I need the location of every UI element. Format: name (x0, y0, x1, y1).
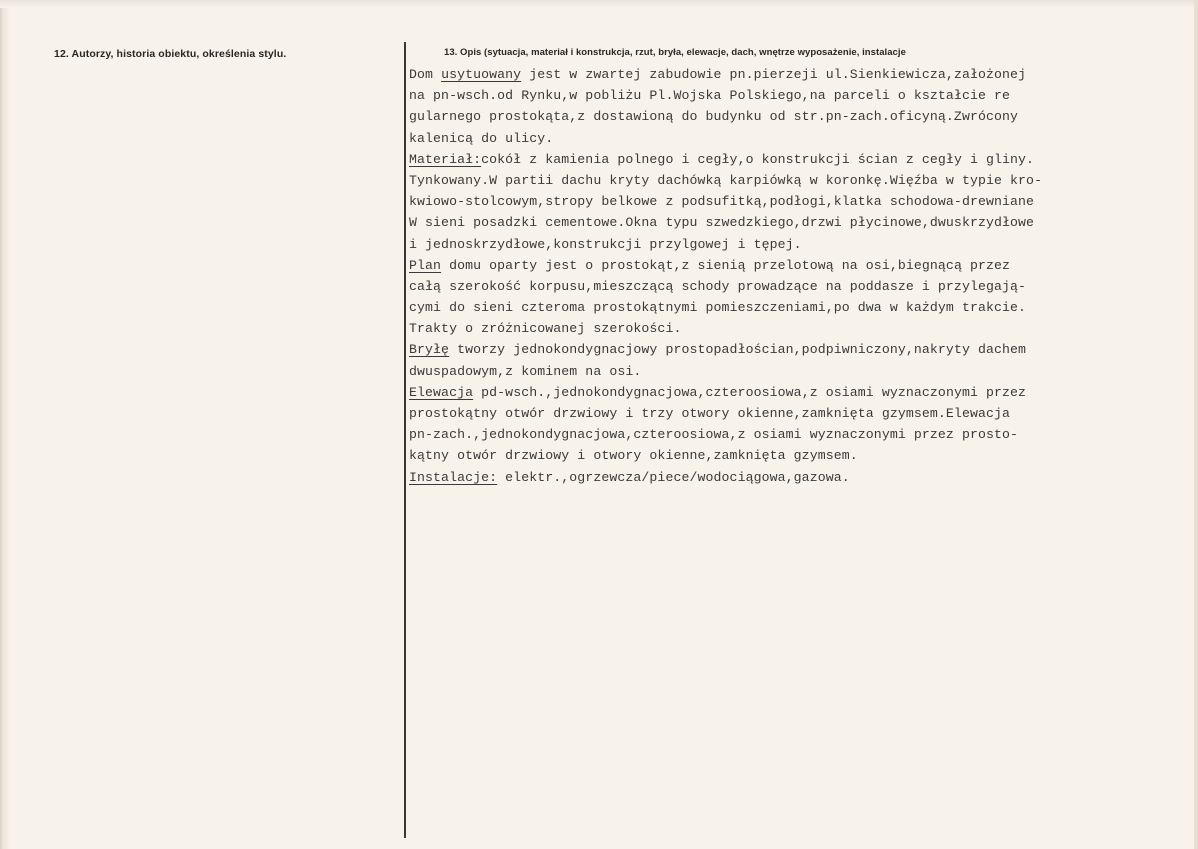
paragraph-label: Materiał: (409, 151, 482, 167)
paragraph-label: Elewacja (409, 384, 474, 400)
page-edge-top (0, 0, 1198, 8)
typed-line (409, 191, 1189, 212)
typed-line (409, 339, 1189, 360)
line-text: pd-wsch.,jednokondygnacjowa,czteroosiowa,z osiami wyznaczonymi przez (473, 384, 1027, 400)
line-text: kątny otwór drzwiowy i otwory okienne,zamknięta gzymsem. (409, 448, 858, 464)
line-text: domu oparty jest o prostokąt,z sienią przelotową na osi,biegnącą przez (441, 257, 1011, 273)
line-text: Tynkowany.W partii dachu kryty dachówką karpiówką w koronkę.Więźba w typie kro- (409, 172, 1043, 188)
section-13-heading: 13. Opis (sytuacja, materiał i konstrukcja, rzut, bryła, elewacje, dach, wnętrze wyposażenie, instalacje (444, 47, 906, 58)
paragraph-label: Bryłę (409, 342, 450, 358)
typed-line (409, 128, 1189, 149)
typed-line (409, 276, 1189, 297)
section-13-typed-text (409, 64, 1189, 488)
typed-line (409, 212, 1189, 233)
line-text: dwuspadowym,z kominem na osi. (409, 363, 642, 379)
line-text: cokół z kamienia polnego i cegły,o konstrukcji ścian z cegły i gliny. (481, 151, 1035, 167)
typed-line (409, 445, 1189, 466)
typed-line (409, 467, 1189, 488)
line-text: i jednoskrzydłowe,konstrukcji przylgowej i tępej. (409, 236, 802, 252)
page-edge-right (1194, 0, 1198, 849)
line-text: kalenicą do ulicy. (409, 130, 554, 146)
line-text: Dom usytuowany jest w zwartej zabudowie pn.pierzeji ul.Sienkiewicza,założonej (409, 67, 1027, 82)
line-text: tworzy jednokondygnacjowy prostopadłościan,podpiwniczony,nakryty dachem (449, 342, 1027, 358)
typed-line (409, 297, 1189, 318)
line-text: elektr.,ogrzewcza/piece/wodociągowa,gazowa. (497, 469, 850, 485)
typed-line (409, 85, 1189, 106)
line-text: całą szerokość korpusu,mieszczącą schody prowadzące na poddasze i przylegają- (409, 278, 1027, 294)
line-text: prostokątny otwór drzwiowy i trzy otwory okienne,zamknięta gzymsem.Elewacja (409, 406, 1011, 421)
column-divider (404, 42, 406, 838)
typed-line (409, 318, 1189, 339)
typed-line (409, 149, 1189, 170)
line-text: W sieni posadzki cementowe.Okna typu szwedzkiego,drzwi płycinowe,dwuskrzydłowe (409, 215, 1035, 231)
typed-line (409, 170, 1189, 191)
line-text: kwiowo-stolcowym,stropy belkowe z podsufitką,podłogi,klatka schodowa-drewniane (409, 194, 1035, 210)
line-text: cymi do sieni czteroma prostokątnymi pomieszczeniami,po dwa w każdym trakcie. (409, 300, 1027, 316)
page-edge-left (0, 0, 10, 849)
typed-line (409, 106, 1189, 127)
paragraph-label: Plan (409, 257, 442, 273)
typed-line (409, 382, 1189, 403)
line-text: Trakty o zróżnicowanej szerokości. (409, 321, 682, 337)
typed-line (409, 64, 1189, 85)
typed-line (409, 424, 1189, 445)
typed-line (409, 255, 1189, 276)
section-12-heading: 12. Autorzy, historia obiektu, określenia stylu. (54, 48, 287, 60)
typed-line (409, 361, 1189, 382)
typed-line (409, 234, 1189, 255)
line-text: na pn-wsch.od Rynku,w pobliżu Pl.Wojska Polskiego,na parceli o kształcie re (409, 88, 1011, 104)
line-text: gularnego prostokąta,z dostawioną do budynku od str.pn-zach.oficyną.Zwrócony (409, 109, 1019, 125)
line-text: pn-zach.,jednokondygnacjowa,czteroosiowa,z osiami wyznaczonymi przez prosto- (409, 427, 1019, 443)
paragraph-label: Instalacje: (409, 469, 498, 485)
typed-line (409, 403, 1189, 424)
